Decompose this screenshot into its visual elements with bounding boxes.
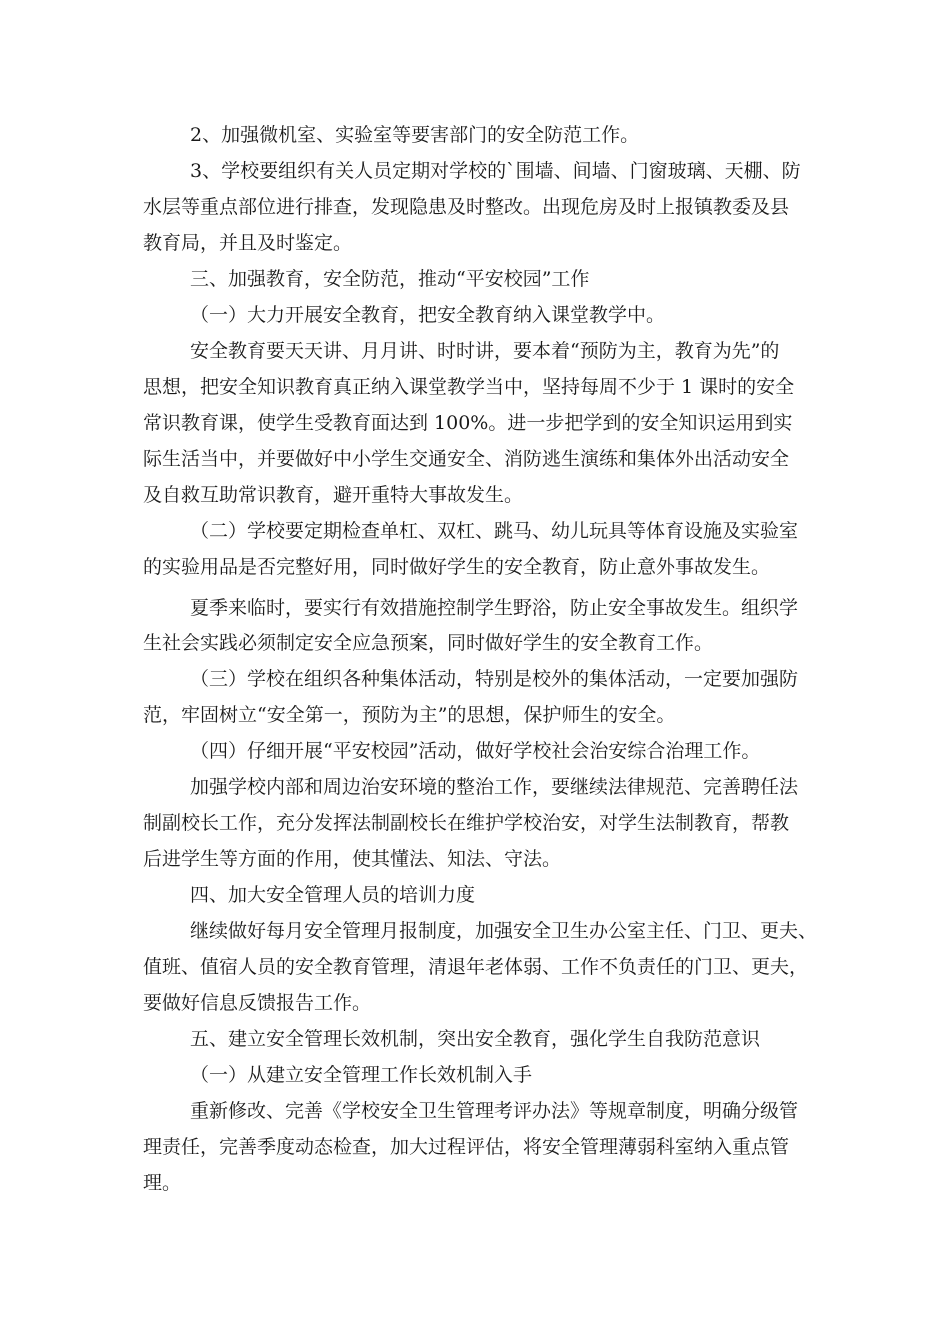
paragraph-line: 安全教育要天天讲、月月讲、时时讲，要本着“预防为主，教育为先”的 [190, 340, 780, 362]
paragraph-line: 要做好信息反馈报告工作。 [143, 992, 372, 1014]
subsection-heading: （一）大力开展安全教育，把安全教育纳入课堂教学中。 [190, 304, 666, 326]
paragraph-line: 制副校长工作，充分发挥法制副校长在维护学校治安，对学生法制教育，帮教 [143, 812, 790, 834]
paragraph-line: 加强学校内部和周边治安环境的整治工作，要继续法律规范、完善聘任法 [190, 776, 799, 798]
subsection-heading: （二）学校要定期检查单杠、双杠、跳马、幼儿玩具等体育设施及实验室 [190, 520, 799, 542]
paragraph-line: 范，牢固树立“安全第一，预防为主”的思想，保护师生的安全。 [143, 704, 676, 726]
paragraph-line: 常识教育课，使学生受教育面达到 100%。进一步把学到的安全知识运用到实 [143, 412, 793, 434]
paragraph-line: 重新修改、完善《学校安全卫生管理考评办法》等规章制度，明确分级管 [190, 1100, 799, 1122]
section-heading: 三、加强教育，安全防范，推动“平安校园”工作 [190, 268, 590, 290]
paragraph-line: 际生活当中，并要做好中小学生交通安全、消防逃生演练和集体外出活动安全 [143, 448, 790, 470]
paragraph-line: 3、学校要组织有关人员定期对学校的`围墙、间墙、门窗玻璃、天棚、防 [190, 160, 801, 182]
paragraph-line: 水层等重点部位进行排查，发现隐患及时整改。出现危房及时上报镇教委及县 [143, 196, 790, 218]
section-heading: 四、加大安全管理人员的培训力度 [190, 884, 476, 906]
paragraph-line: 及自救互助常识教育，避开重特大事故发生。 [143, 484, 524, 506]
paragraph-line: 的实验用品是否完整好用，同时做好学生的安全教育，防止意外事故发生。 [143, 556, 771, 578]
paragraph-line: 继续做好每月安全管理月报制度，加强安全卫生办公室主任、门卫、更夫、 [190, 920, 818, 942]
paragraph-line: 教育局，并且及时鉴定。 [143, 232, 353, 254]
subsection-heading: （三）学校在组织各种集体活动，特别是校外的集体活动，一定要加强防 [190, 668, 799, 690]
paragraph-line: 理。 [143, 1172, 182, 1194]
paragraph-line: 理责任，完善季度动态检查，加大过程评估，将安全管理薄弱科室纳入重点管 [143, 1136, 790, 1158]
section-heading: 五、建立安全管理长效机制，突出安全教育，强化学生自我防范意识 [190, 1028, 761, 1050]
subsection-heading: （四）仔细开展“平安校园”活动，做好学校社会治安综合治理工作。 [190, 740, 761, 762]
subsection-heading: （一）从建立安全管理工作长效机制入手 [190, 1064, 533, 1086]
paragraph-line: 夏季来临时，要实行有效措施控制学生野浴，防止安全事故发生。组织学 [190, 597, 799, 619]
paragraph-line: 后进学生等方面的作用，使其懂法、知法、守法。 [143, 848, 562, 870]
paragraph-line: 2、加强微机室、实验室等要害部门的安全防范工作。 [190, 124, 640, 146]
paragraph-line: 思想，把安全知识教育真正纳入课堂教学当中，坚持每周不少于 1 课时的安全 [143, 376, 795, 398]
paragraph-line: 值班、值宿人员的安全教育管理，清退年老体弱、工作不负责任的门卫、更夫， [143, 956, 809, 978]
paragraph-line: 生社会实践必须制定安全应急预案，同时做好学生的安全教育工作。 [143, 632, 714, 654]
